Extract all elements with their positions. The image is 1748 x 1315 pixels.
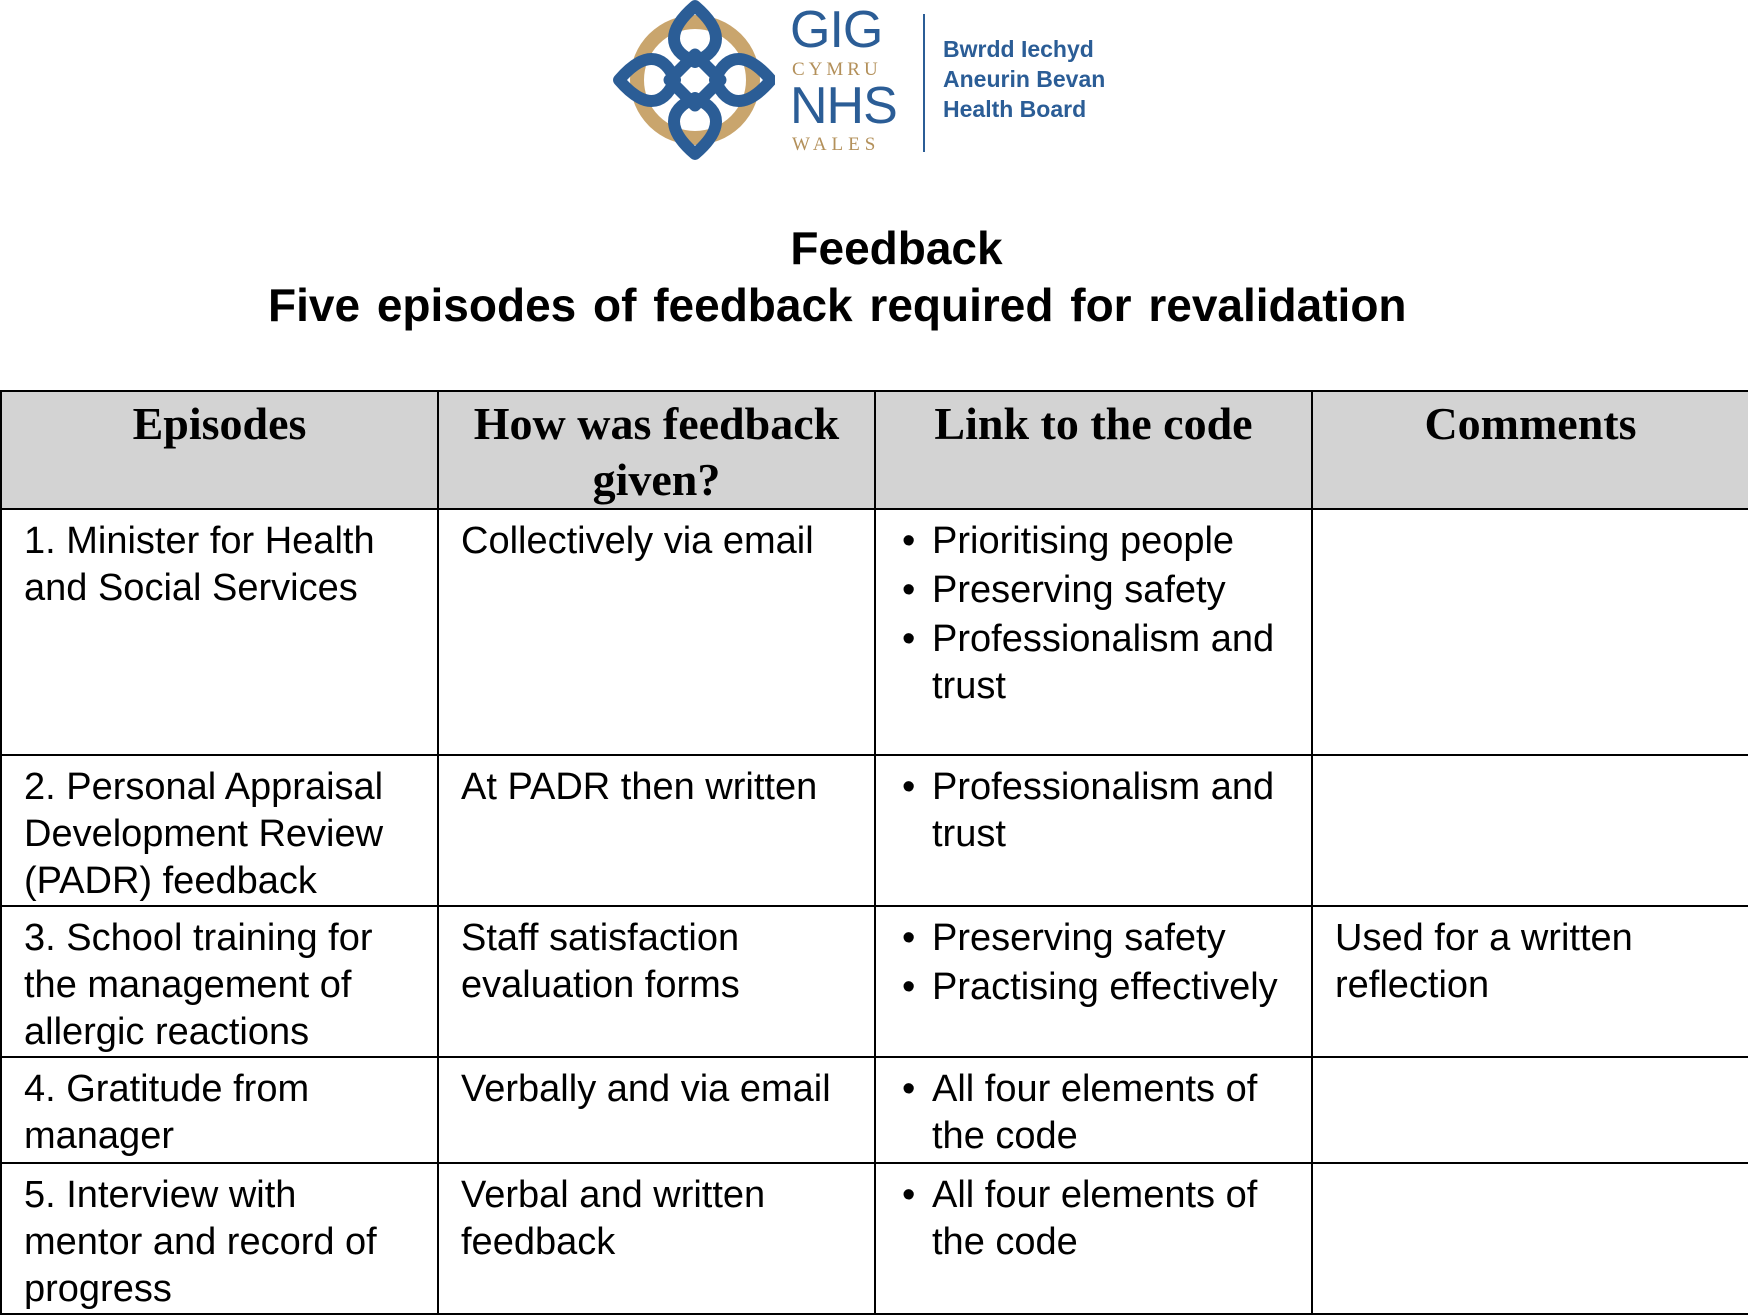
episode-cell: 5. Interview with mentor and record of progress [1, 1163, 438, 1314]
comments-cell [1312, 1057, 1748, 1163]
code-cell [875, 1163, 1312, 1314]
logo-wales-text: WALES [792, 134, 881, 155]
episode-cell: 1. Minister for Health and Social Services [1, 509, 438, 755]
table-row [1, 755, 1748, 906]
code-cell [875, 755, 1312, 906]
logo-health-board-name [943, 34, 1105, 124]
episode-cell: 2. Personal Appraisal Development Review (PADR) feedback [1, 755, 438, 906]
comments-cell [1312, 755, 1748, 906]
table-row [1, 906, 1748, 1057]
header-link-to-code: Link to the code [875, 391, 1312, 509]
how-cell: Verbal and written feedback [438, 1163, 875, 1314]
code-item: • Professionalism and trust [902, 764, 1297, 858]
table-row [1, 1057, 1748, 1163]
comments-cell: Used for a written reflection [1312, 906, 1748, 1057]
logo-cymru-text: CYMRU [792, 59, 882, 80]
code-cell [875, 906, 1312, 1057]
how-cell: Staff satisfaction evaluation forms [438, 906, 875, 1057]
page-title: Feedback [790, 222, 1003, 274]
page-subtitle: Five episodes of feedback required for revalidation [268, 279, 1407, 331]
how-cell: Verbally and via email [438, 1057, 875, 1163]
celtic-knot-emblem-icon [605, 0, 775, 165]
code-item: • Preserving safety [902, 915, 1297, 962]
header-how-given: How was feedback given? [438, 391, 875, 509]
code-item: • All four elements of the code [902, 1066, 1297, 1160]
feedback-table [0, 390, 1748, 1315]
code-item: • Practising effectively [902, 964, 1297, 1011]
table-header-row [1, 391, 1748, 509]
how-cell: At PADR then written [438, 755, 875, 906]
how-cell: Collectively via email [438, 509, 875, 755]
code-item: • Preserving safety [902, 567, 1297, 614]
table-row [1, 1163, 1748, 1314]
nhs-wales-logo [605, 0, 1125, 165]
logo-divider [923, 14, 925, 152]
logo-board-line: Bwrdd Iechyd [943, 36, 1094, 62]
comments-cell [1312, 509, 1748, 755]
logo-board-line: Health Board [943, 96, 1087, 122]
logo-board-line: Aneurin Bevan [943, 66, 1106, 92]
table-row [1, 509, 1748, 755]
header-episodes: Episodes [1, 391, 438, 509]
header-comments: Comments [1312, 391, 1748, 509]
episode-cell: 4. Gratitude from manager [1, 1057, 438, 1163]
code-item: • Prioritising people [902, 518, 1297, 565]
logo-nhs-text: NHS [790, 77, 897, 135]
episode-cell: 3. School training for the management of allergic reactions [1, 906, 438, 1057]
code-item: • Professionalism and trust [902, 616, 1297, 710]
logo-gig-text: GIG [790, 1, 883, 59]
code-item: • All four elements of the code [902, 1172, 1297, 1266]
code-cell [875, 509, 1312, 755]
code-cell [875, 1057, 1312, 1163]
comments-cell [1312, 1163, 1748, 1314]
